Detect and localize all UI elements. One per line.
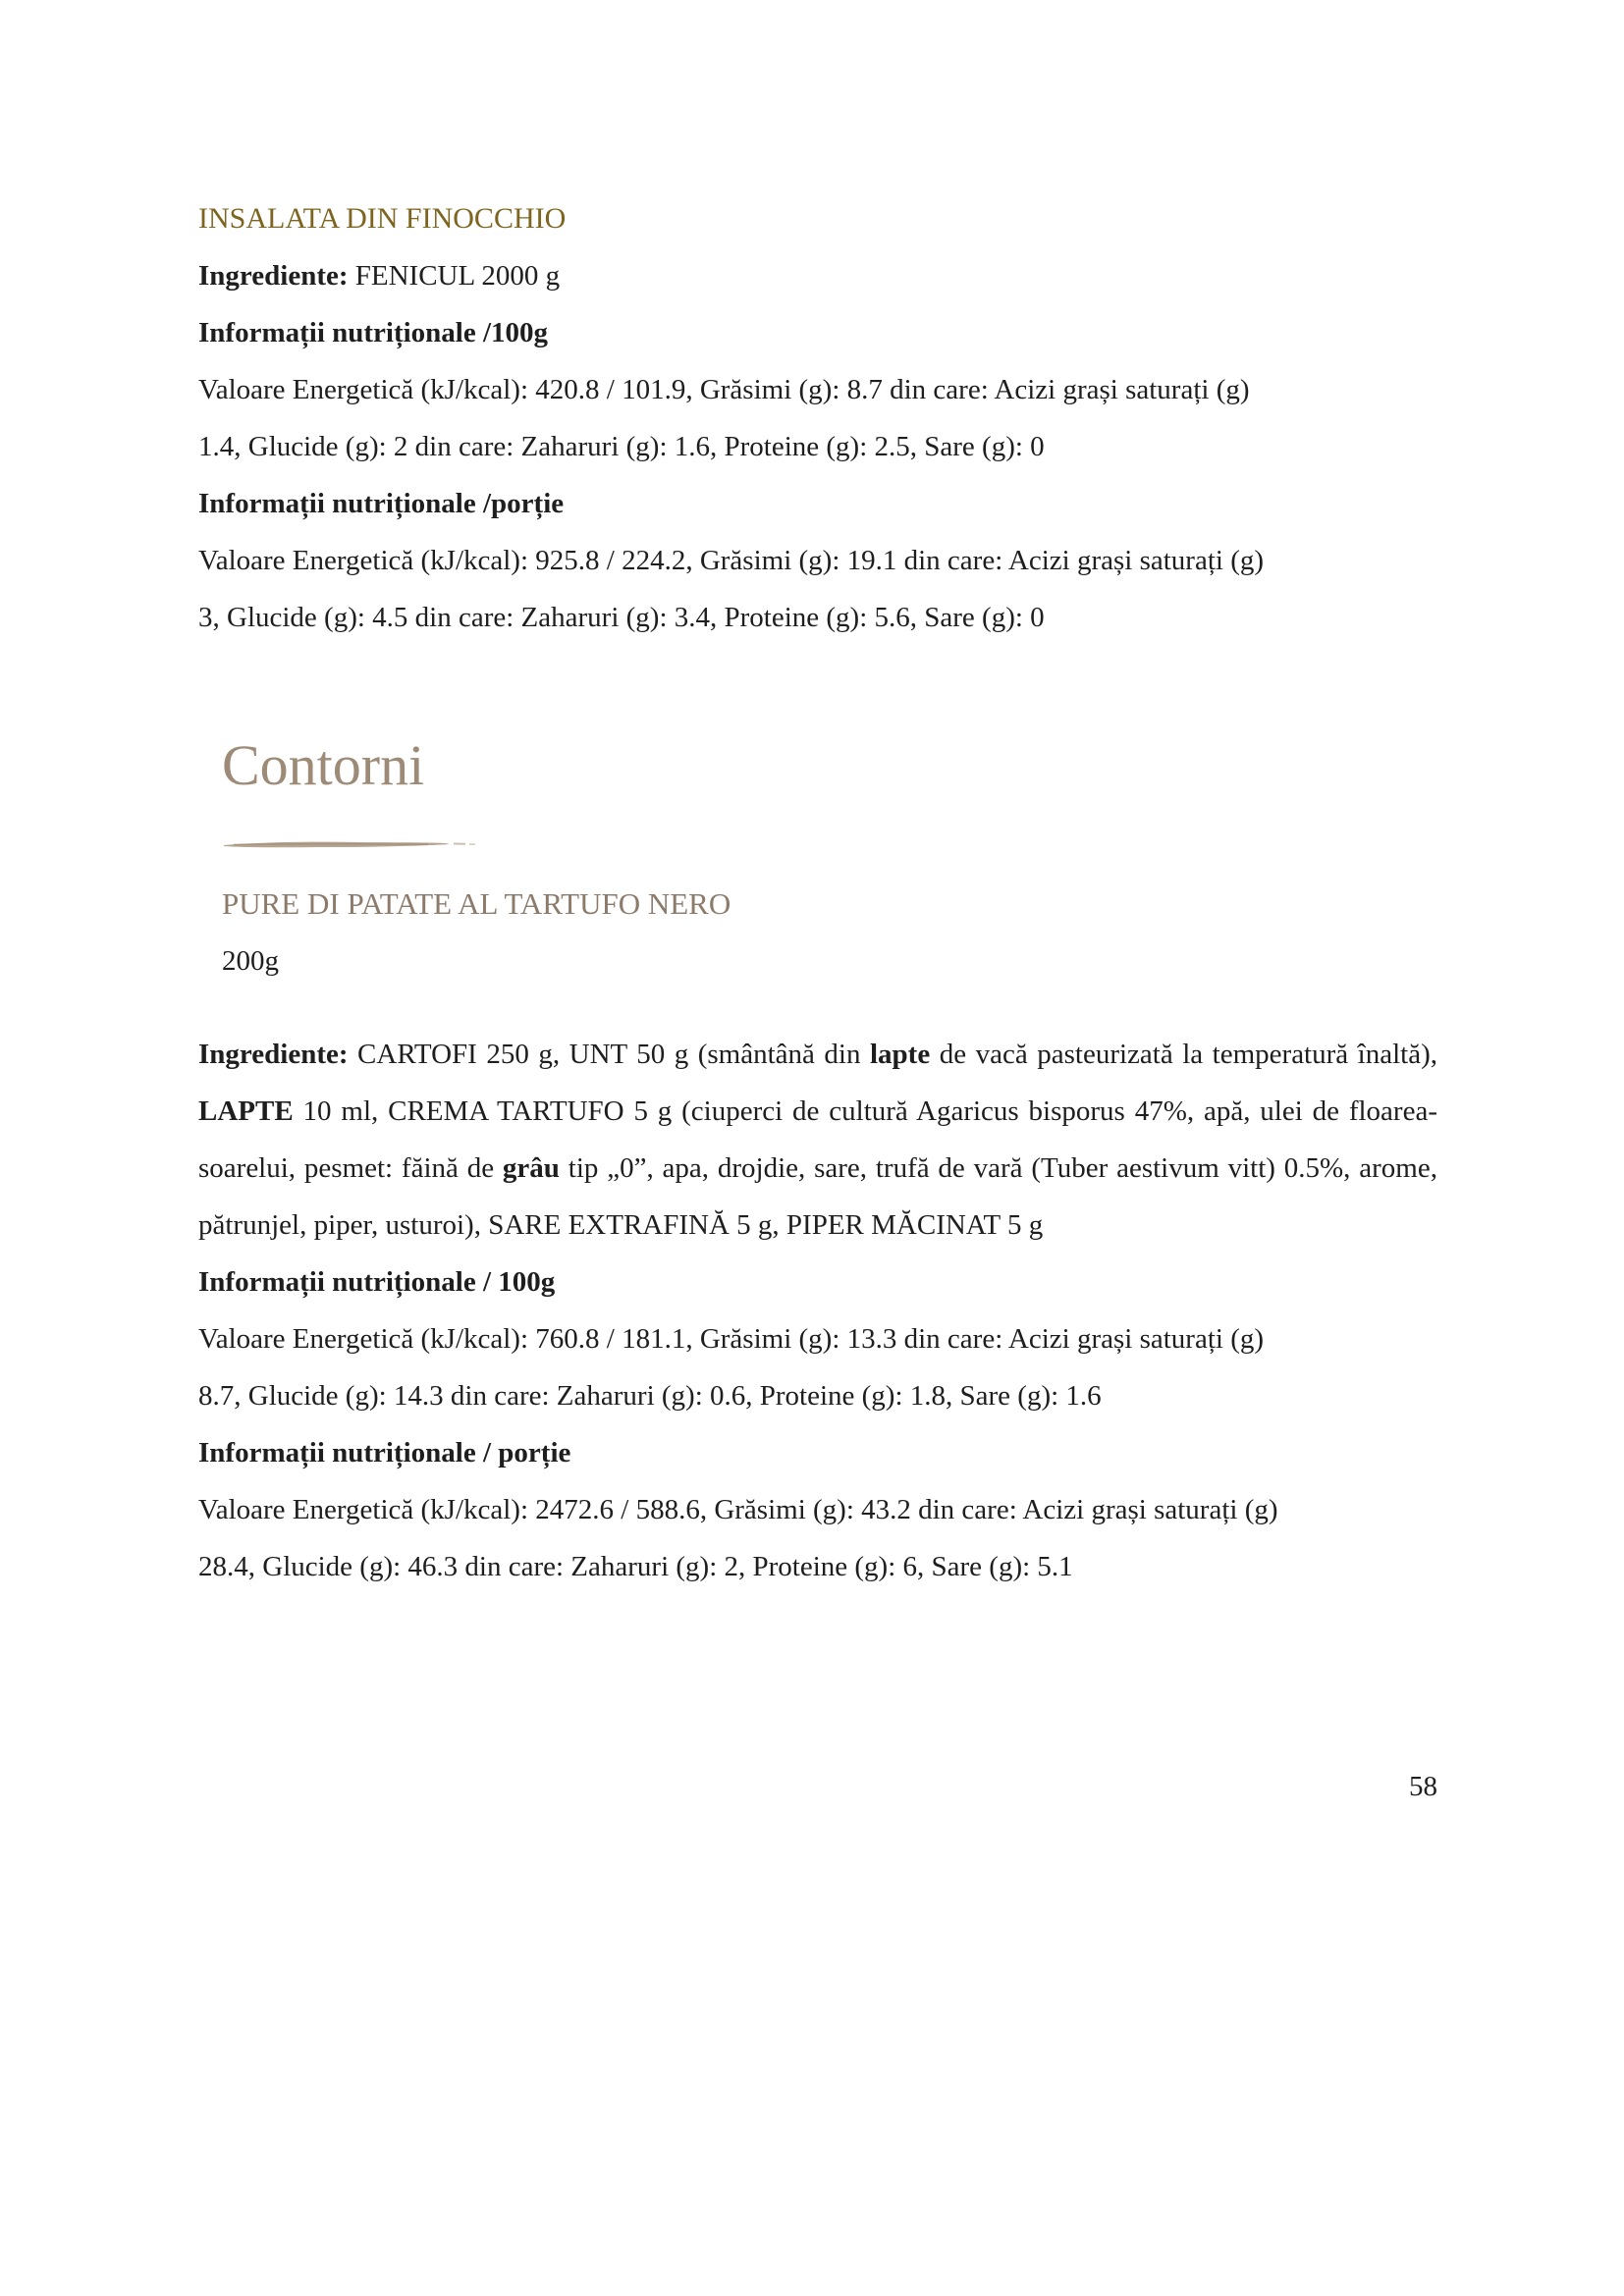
nutrition-portion-heading: Informații nutriționale /porție bbox=[198, 488, 565, 519]
nutrition-100g-heading: Informații nutriționale / 100g bbox=[198, 1266, 556, 1298]
recipe-title: INSALATA DIN FINOCCHIO bbox=[198, 202, 567, 235]
ingredients-text-2: de vacă pasteurizată la temperatură înaltă), bbox=[930, 1039, 1437, 1070]
nutrition-100g-label bbox=[198, 304, 1437, 361]
recipe-insalata bbox=[198, 190, 1437, 646]
nutrition-portion-line-2: 3, Glucide (g): 4.5 din care: Zaharuri (g): 3.4, Proteine (g): 5.6, Sare (g): 0 bbox=[198, 602, 1045, 633]
ingredients-text-3: 10 ml, CREMA TARTUFO 5 g (ciuperci de cultură Agaricus bisporus 47%, apă, ulei de floarea-soarelui, pesmet: făină de bbox=[198, 1095, 1437, 1184]
allergen-3: grâu bbox=[502, 1152, 560, 1184]
nutrition-portion-label bbox=[198, 1424, 1437, 1481]
nutrition-portion-heading: Informații nutriționale / porție bbox=[198, 1437, 571, 1468]
recipe-title-pure: PURE DI PATATE AL TARTUFO NERO bbox=[222, 886, 731, 921]
brush-stroke-divider-icon bbox=[222, 835, 477, 853]
ingredients-label: Ingrediente: bbox=[198, 260, 349, 292]
nutrition-100g-line-1: Valoare Energetică (kJ/kcal): 760.8 / 181.1, Grăsimi (g): 13.3 din care: Acizi grași saturați (g) bbox=[198, 1323, 1265, 1355]
nutrition-100g-heading: Informații nutriționale /100g bbox=[198, 317, 549, 348]
section-heading: Contorni bbox=[222, 733, 425, 797]
ingredients-text-4: tip „0”, apa, drojdie, sare, trufă de vară (Tuber aestivum vitt) 0.5%, arome, pătrunjel, piper, usturoi), SARE EXTRAFINĂ 5 g, PIPER MĂCINAT 5 g bbox=[198, 1152, 1437, 1241]
nutrition-portion-label bbox=[198, 475, 1437, 532]
nutrition-portion-line-2: 28.4, Glucide (g): 46.3 din care: Zaharuri (g): 2, Proteine (g): 6, Sare (g): 5.1 bbox=[198, 1551, 1073, 1582]
nutrition-100g-line-2: 8.7, Glucide (g): 14.3 din care: Zaharuri (g): 0.6, Proteine (g): 1.8, Sare (g): 1.6 bbox=[198, 1380, 1102, 1412]
ingredients-line bbox=[198, 247, 1437, 304]
nutrition-portion-line-1: Valoare Energetică (kJ/kcal): 2472.6 / 588.6, Grăsimi (g): 43.2 din care: Acizi grași saturați (g) bbox=[198, 1494, 1278, 1525]
ingredients-paragraph bbox=[198, 1026, 1437, 1254]
allergen-1: lapte bbox=[870, 1039, 931, 1070]
nutrition-100g-label bbox=[198, 1254, 1437, 1310]
allergen-2: LAPTE bbox=[198, 1095, 294, 1127]
nutrition-portion-line-1: Valoare Energetică (kJ/kcal): 925.8 / 224.2, Grăsimi (g): 19.1 din care: Acizi grași saturați (g) bbox=[198, 545, 1265, 576]
recipe-pure bbox=[198, 1026, 1437, 1595]
page-number: 58 bbox=[1409, 1771, 1437, 1802]
ingredients-text-1: CARTOFI 250 g, UNT 50 g (smântână din bbox=[348, 1039, 870, 1070]
nutrition-100g-line-2: 1.4, Glucide (g): 2 din care: Zaharuri (g): 1.6, Proteine (g): 2.5, Sare (g): 0 bbox=[198, 431, 1045, 462]
ingredients-text: FENICUL 2000 g bbox=[348, 260, 561, 292]
ingredients-label: Ingrediente: bbox=[198, 1039, 349, 1070]
nutrition-100g-line-1: Valoare Energetică (kJ/kcal): 420.8 / 101.9, Grăsimi (g): 8.7 din care: Acizi grași saturați (g) bbox=[198, 374, 1250, 405]
recipe-weight: 200g bbox=[222, 945, 279, 977]
